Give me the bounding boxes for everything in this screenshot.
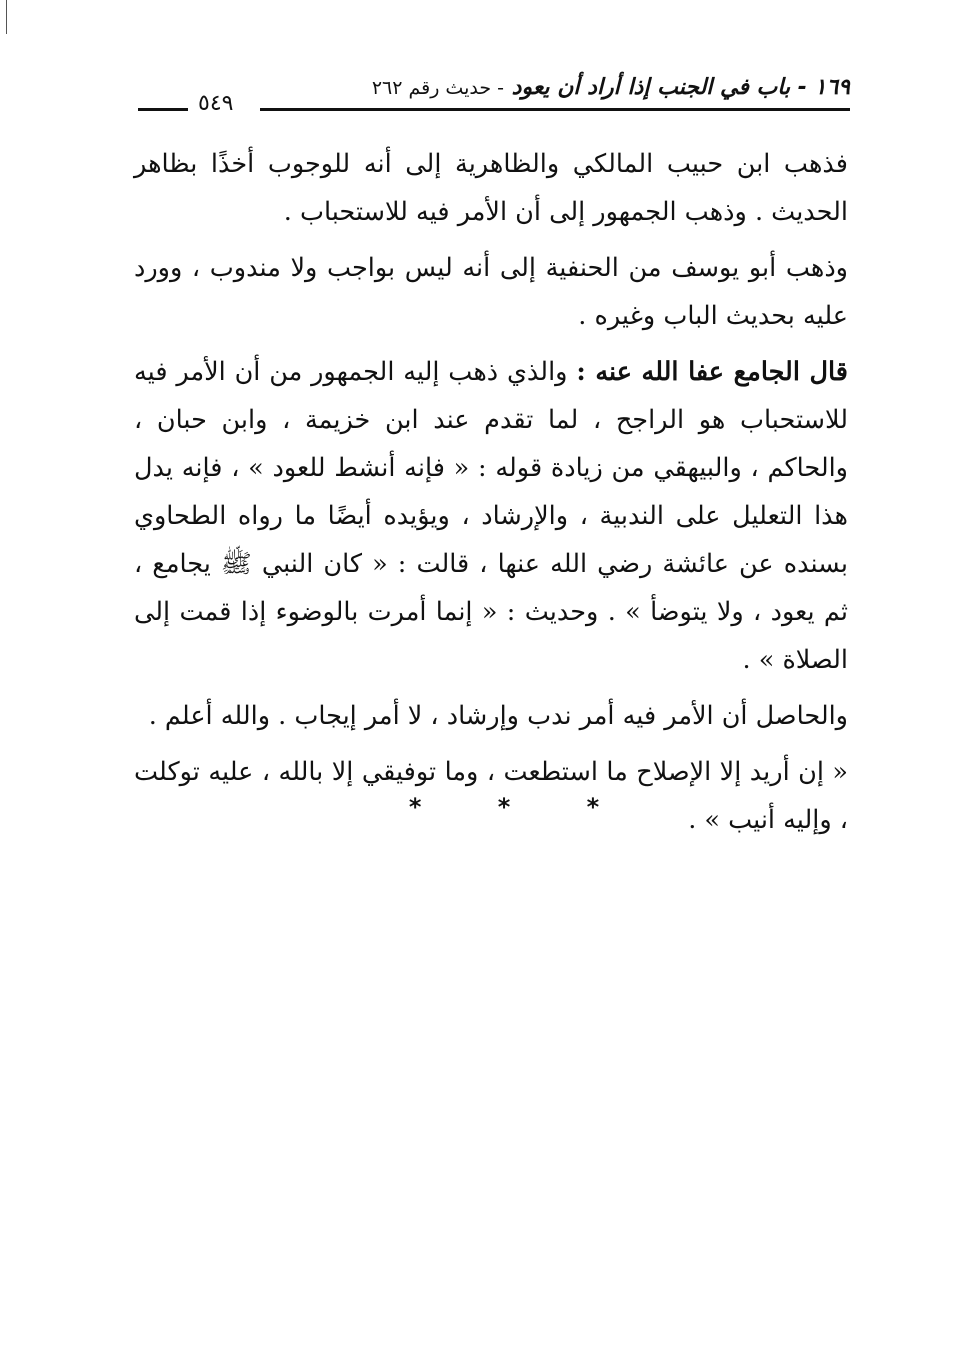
paragraph-text: وذهب أبو يوسف من الحنفية إلى أنه ليس بواجب ولا مندوب ، وورد عليه بحديث الباب وغيره . xyxy=(134,253,848,331)
page-number: ٥٤٩ xyxy=(198,91,234,116)
header-rule-left xyxy=(138,108,188,111)
chapter-title: ١٦٩ - باب في الجنب إذا أراد أن يعود xyxy=(511,75,850,100)
paragraph-text: « إن أريد إلا الإصلاح ما استطعت ، وما توفيقي إلا بالله ، عليه توكلت ، وإليه أنيب » . xyxy=(134,757,848,835)
paragraph-text: والذي ذهب إليه الجمهور من أن الأمر فيه للاستحباب هو الراجح ، لما تقدم عند ابن خزيمة ، وابن حبان ، والحاكم ، والبيهقي من زيادة قوله : « فإنه أنشط للعود » ، فإنه يدل هذا التعليل على الندبية ، والإرشاد ، ويؤيده أيضًا ما رواه الطحاوي بسنده عن عائشة رضي الله عنها ، قالت : « كان النبي ﷺ يجامع ، ثم يعود ، ولا يتوضأ » . وحديث : « إنما أمرت بالوضوء إذا قمت إلى الصلاة » . xyxy=(134,357,848,675)
paragraph-4 xyxy=(134,692,848,740)
section-separator: * * * xyxy=(408,793,634,821)
page-edge-mark xyxy=(6,0,7,34)
paragraph-3 xyxy=(134,348,848,684)
paragraph-1 xyxy=(134,140,848,236)
paragraph-text: والحاصل أن الأمر فيه أمر ندب وإرشاد ، لا أمر إيجاب . والله أعلم . xyxy=(148,701,848,731)
hadith-reference: - حديث رقم ٢٦٢ xyxy=(371,77,504,99)
header-rule xyxy=(260,108,850,111)
paragraph-lead: قال الجامع عفا الله عنه : xyxy=(576,357,848,387)
paragraph-text: فذهب ابن حبيب المالكي والظاهرية إلى أنه للوجوب أخذًا بظاهر الحديث . وذهب الجمهور إلى أن الأمر فيه للاستحباب . xyxy=(134,149,848,227)
running-header xyxy=(138,72,850,120)
paragraph-2 xyxy=(134,244,848,340)
header-title xyxy=(372,72,850,104)
main-text xyxy=(134,140,848,852)
